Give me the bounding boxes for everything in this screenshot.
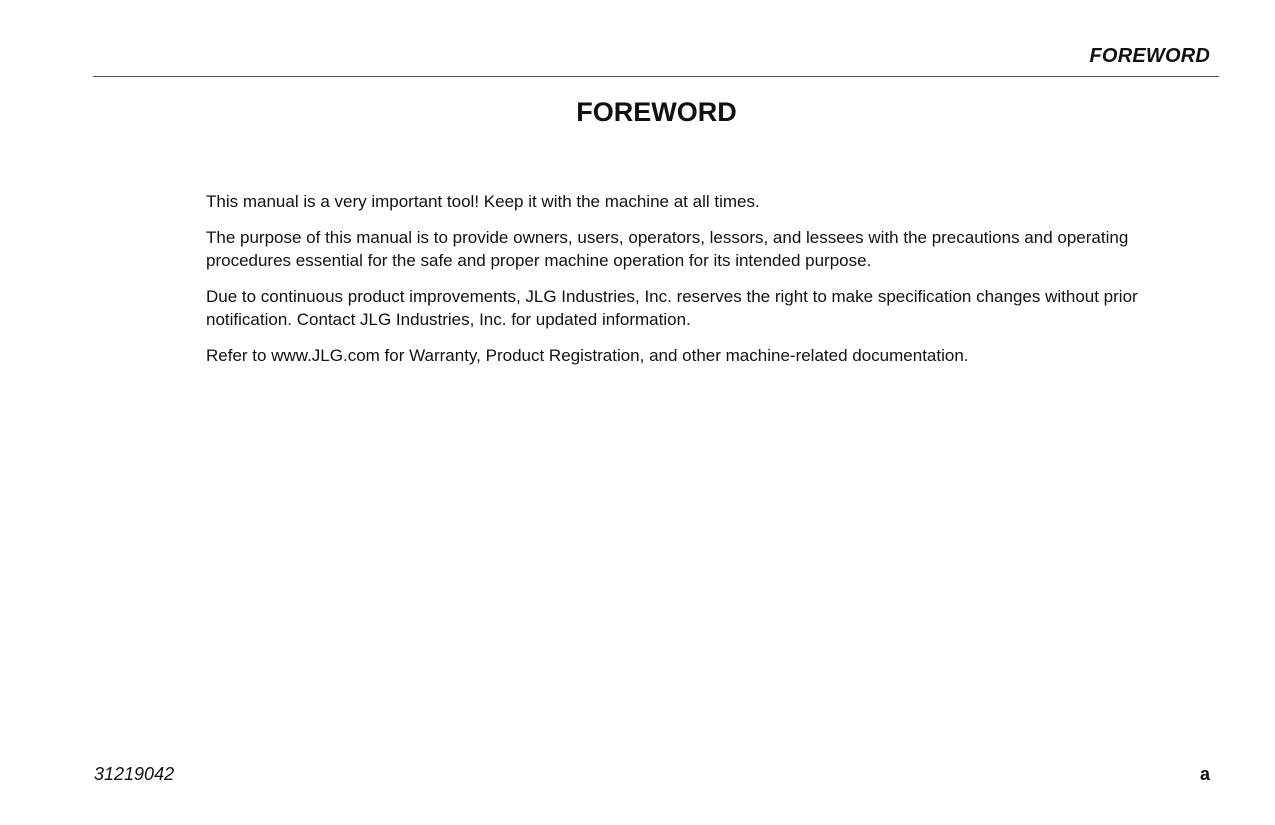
paragraph-website-reference: Refer to www.JLG.com for Warranty, Product Registration, and other machine-related documentation.	[206, 346, 969, 365]
header-divider	[93, 76, 1219, 77]
page-title: FOREWORD	[576, 97, 737, 127]
paragraph-improvements: Due to continuous product improvements, JLG Industries, Inc. reserves the right to make specification changes without prior notification. Contact JLG Industries, Inc. for updated information.	[206, 287, 1138, 329]
paragraph-purpose: The purpose of this manual is to provide owners, users, operators, lessors, and lessees with the precautions and operating procedures essential for the safe and proper machine operation for its intended purpose.	[206, 228, 1129, 270]
paragraph-important-tool: This manual is a very important tool! Keep it with the machine at all times.	[206, 192, 760, 211]
running-header: FOREWORD	[1089, 45, 1210, 67]
page-label: a	[1199, 764, 1210, 784]
foreword-body	[206, 190, 1161, 380]
document-number: 31219042	[94, 764, 175, 784]
